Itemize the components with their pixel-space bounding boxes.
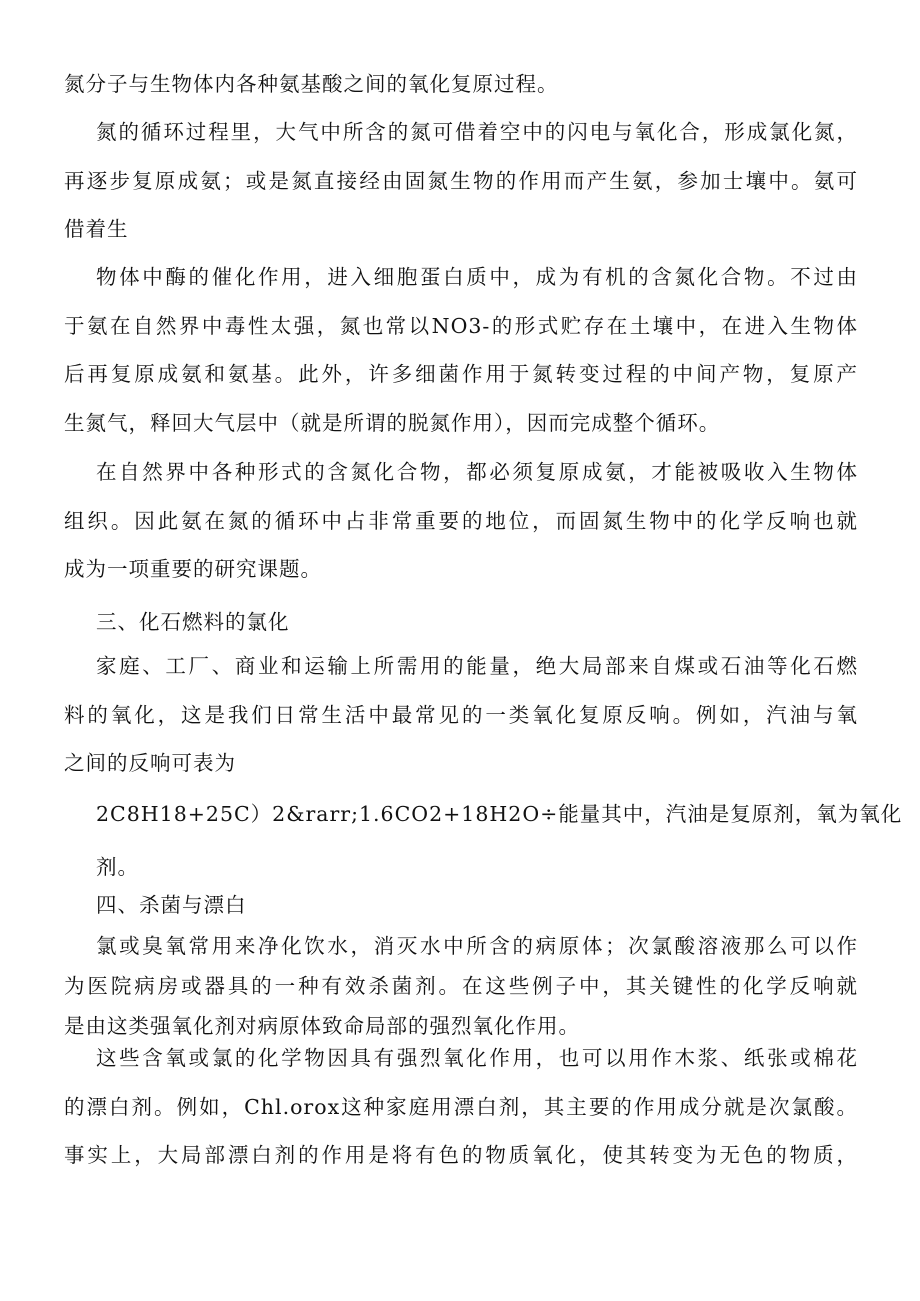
paragraph-enzyme-catalysis <box>64 253 858 447</box>
text-line: 之间的反响可表为 <box>64 751 236 775</box>
text-line: 为医院病房或器具的一种有效杀菌剂。在这些例子中，其关键性的化学反响就 <box>64 974 858 998</box>
text-line: 氯或臭氧常用来净化饮水，消灭水中所含的病原体；次氯酸溶液那么可以作 <box>96 934 858 958</box>
text-line: 氮分子与生物体内各种氨基酸之间的氧化复原过程。 <box>64 72 559 96</box>
paragraph-nitrogen-redox-end <box>64 60 858 109</box>
text-line: 料的氧化，这是我们日常生活中最常见的一类氧化复原反响。例如，汽油与氧 <box>64 702 858 727</box>
text-line: 氮的循环过程里，大气中所含的氮可借着空中的闪电与氧化合，形成氯化氮， <box>96 120 858 144</box>
paragraph-fossil-fuel-oxidation <box>64 642 858 788</box>
text-line: 这些含氧或氯的化学物因具有强烈氧化作用，也可以用作木浆、纸张或棉花 <box>96 1046 858 1070</box>
text-line: 是由这类强氧化剂对病原体致命局部的强烈氧化作用。 <box>64 1014 580 1038</box>
paragraph-nitrogen-cycle <box>64 108 858 254</box>
text-line: 成为一项重要的研究课题。 <box>64 557 322 581</box>
text-line: 组织。因此氨在氮的循环中占非常重要的地位，而固氮生物中的化学反响也就 <box>64 508 858 533</box>
text-line: 再逐步复原成氨；或是氮直接经由固氮生物的作用而产生氨，参加士壤中。氨可 <box>64 168 858 193</box>
text-line: 后再复原成氨和氨基。此外，许多细菌作用于氮转变过程的中间产物，复原产 <box>64 362 858 386</box>
text-line: 借着生 <box>64 217 129 241</box>
section-heading-sterilize-bleach: 四、杀菌与漂白 <box>96 893 247 917</box>
text-line: 事实上，大局部漂白剂的作用是将有色的物质氧化，使其转变为无色的物质， <box>64 1143 858 1167</box>
text-line: 物体中酶的催化作用，进入细胞蛋白质中，成为有机的含氮化合物。不过由 <box>96 265 858 289</box>
section-heading-fossil-fuel: 三、化石燃料的氯化 <box>96 610 290 634</box>
text-line: 在自然界中各种形式的含氮化合物，都必须复原成氨，才能被吸收入生物体 <box>96 460 858 484</box>
text-line: 于氨在自然界中毒性太强，氮也常以NO3-的形式贮存在土壤中，在进入生物体 <box>64 313 858 338</box>
text-line: 生氮气，释回大气层中（就是所谓的脱氮作用），因而完成整个循环。 <box>64 410 721 435</box>
text-line: 的漂白剂。例如，Chl.orox这种家庭用漂白剂，其主要的作用成分就是次氯酸。 <box>64 1094 858 1119</box>
paragraph-gasoline-equation <box>64 790 903 891</box>
paragraph-bleaching-agents <box>64 1034 858 1180</box>
text-line: 家庭、工厂、商业和运输上所需用的能量，绝大局部来自煤或石油等化石燃 <box>96 654 858 678</box>
equation-line: 2C8H18+25C）2&rarr;1.6CO2+18H2O÷能量其中，汽油是复原剂，氧为氧化 <box>96 802 903 826</box>
paragraph-ammonia-importance <box>64 448 858 594</box>
text-line: 剂。 <box>96 854 139 879</box>
paragraph-disinfection <box>64 926 858 1046</box>
